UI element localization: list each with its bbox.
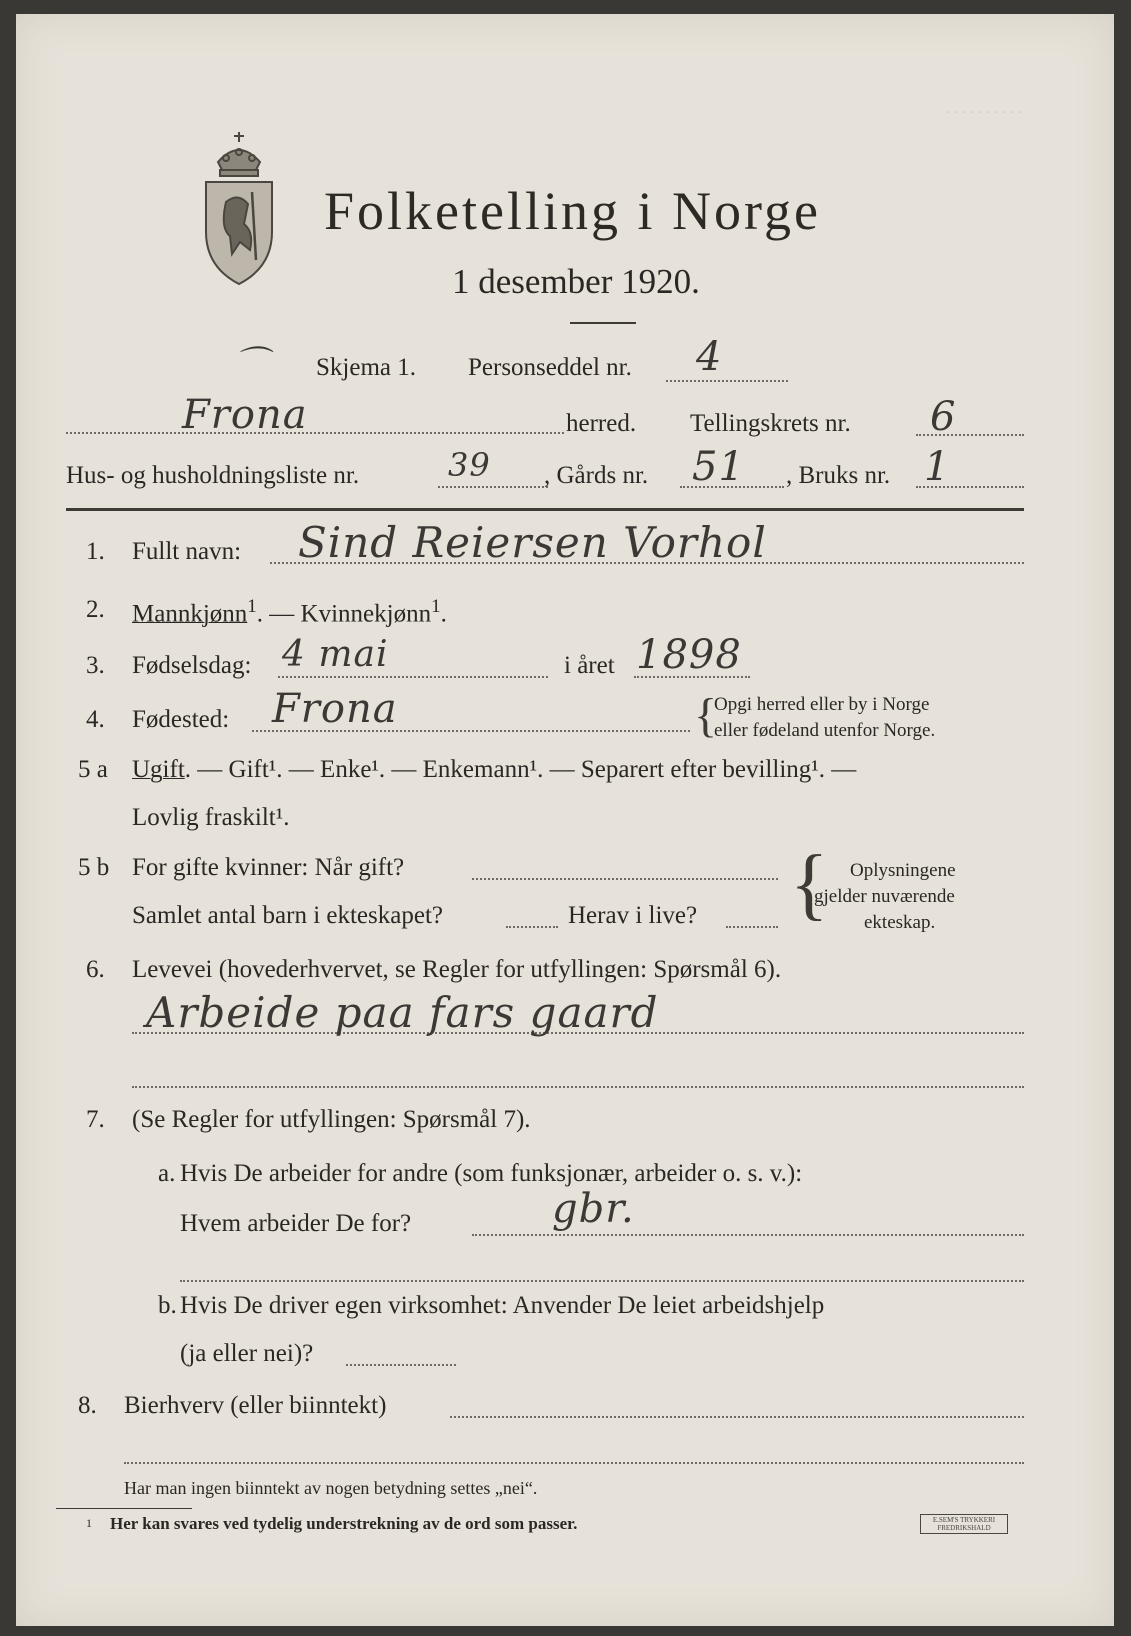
birthday-field[interactable]	[278, 676, 548, 678]
q4-number: 4.	[86, 706, 105, 733]
hired-help-field[interactable]	[346, 1364, 456, 1366]
q7b-number: b.	[158, 1292, 177, 1319]
skjema-label: Skjema 1.	[316, 354, 416, 381]
occupation-field-2[interactable]	[132, 1086, 1024, 1088]
footnote-rule	[56, 1508, 192, 1509]
q7b-label: Hvis De driver egen virksomhet: Anvender De leiet arbeidshjelp	[180, 1292, 825, 1319]
q7a-label: Hvis De arbeider for andre (som funksjonær, arbeider o. s. v.):	[180, 1160, 803, 1187]
q4-note-2: eller fødeland utenfor Norge.	[714, 720, 936, 741]
hus-field[interactable]	[438, 486, 548, 488]
income-note: Har man ingen biinntekt av nogen betydning settes „nei“.	[124, 1478, 538, 1498]
employer-value: gbr.	[552, 1186, 635, 1232]
footnote-text: Her kan svares ved tydelig understrekning av de ord som passer.	[110, 1514, 578, 1533]
q6-number: 6.	[86, 956, 105, 983]
herred-value: Frona	[182, 392, 308, 438]
handwritten-flourish: ⌒	[234, 344, 269, 384]
q5a-line-2: Lovlig fraskilt¹.	[132, 804, 290, 831]
q5a-status-line: Ugift. — Gift¹. — Enke¹. — Enkemann¹. — Separert efter bevilling¹. —	[132, 756, 857, 783]
hus-value: 39	[448, 446, 491, 484]
header-divider	[66, 508, 1024, 511]
q5b-label-3: Herav i live?	[568, 902, 698, 929]
q3-number: 3.	[86, 652, 105, 679]
q6-label: Levevei (hovederhvervet, se Regler for utfyllingen: Spørsmål 6).	[132, 956, 782, 983]
tellingskrets-value: 6	[930, 394, 957, 440]
q1-number: 1.	[86, 538, 105, 565]
herred-field[interactable]	[66, 432, 564, 434]
q7a-label-2: Hvem arbeider De for?	[180, 1210, 412, 1237]
q5b-note-2: gjelder nuværende	[814, 886, 955, 907]
q5b-number: 5 b	[78, 854, 110, 881]
q7-number: 7.	[86, 1106, 105, 1133]
married-when-field[interactable]	[472, 878, 778, 880]
q5b-label-2: Samlet antal barn i ekteskapet?	[132, 902, 443, 929]
birth-year-value: 1898	[636, 632, 742, 678]
side-income-field-2[interactable]	[124, 1462, 1024, 1464]
q3-label: Fødselsdag:	[132, 652, 252, 679]
q4-label: Fødested:	[132, 706, 230, 733]
q7a-number: a.	[158, 1160, 176, 1187]
children-count-field[interactable]	[506, 926, 558, 928]
ugift-option[interactable]: Ugift	[132, 756, 185, 783]
bleed-through-text: . . . . . . . . . .	[946, 100, 1022, 117]
herred-label: herred.	[566, 410, 637, 437]
employer-field-2[interactable]	[180, 1280, 1024, 1282]
male-option[interactable]: Mannkjønn	[132, 600, 248, 628]
gards-label: , Gårds nr.	[544, 462, 649, 489]
q5b-brace: {	[790, 840, 829, 928]
q2-number: 2.	[86, 596, 105, 623]
bruks-label: , Bruks nr.	[786, 462, 891, 489]
full-name-value: Sind Reiersen Vorhol	[298, 518, 767, 567]
title-divider	[570, 322, 636, 324]
birthplace-value: Frona	[272, 686, 398, 732]
q7-label: (Se Regler for utfyllingen: Spørsmål 7).	[132, 1106, 531, 1133]
q8-number: 8.	[78, 1392, 97, 1419]
form-title: Folketelling i Norge	[324, 181, 821, 241]
bruks-value: 1	[924, 444, 951, 490]
footnote-mark: 1	[86, 1516, 92, 1530]
personseddel-label: Personseddel nr.	[468, 354, 632, 381]
occupation-value: Arbeide paa fars gaard	[146, 988, 659, 1037]
q2-gender-line: Mannkjønn$^1$. — Kvinnekjønn$^1$.	[132, 596, 447, 628]
year-label: i året	[564, 652, 615, 679]
census-form-sheet	[16, 14, 1114, 1626]
female-option[interactable]: Kvinnekjønn	[300, 600, 432, 628]
children-alive-field[interactable]	[726, 926, 778, 928]
q5b-label-1: For gifte kvinner: Når gift?	[132, 854, 405, 881]
q5b-note-3: ekteskap.	[864, 912, 936, 933]
side-income-field[interactable]	[450, 1416, 1024, 1418]
employer-field[interactable]	[472, 1234, 1024, 1236]
printer-stamp: E.SEM'S TRYKKERI FREDRIKSHALD	[920, 1514, 1008, 1534]
q4-brace: {	[694, 689, 718, 742]
census-date: 1 desember 1920.	[452, 262, 700, 301]
gards-value: 51	[692, 444, 745, 490]
personseddel-field[interactable]	[666, 380, 788, 382]
hus-label: Hus- og husholdningsliste nr.	[66, 462, 360, 489]
q1-label: Fullt navn:	[132, 538, 242, 565]
q7b-label-2: (ja eller nei)?	[180, 1340, 314, 1367]
coat-of-arms-icon	[196, 132, 282, 290]
q5a-number: 5 a	[78, 756, 108, 783]
q8-label: Bierhverv (eller biinntekt)	[124, 1392, 387, 1419]
tellingskrets-label: Tellingskrets nr.	[690, 410, 851, 437]
birthday-value: 4 mai	[282, 634, 389, 675]
personseddel-value: 4	[696, 334, 723, 380]
q4-note-1: Opgi herred eller by i Norge	[714, 694, 930, 715]
q5b-note-1: Oplysningene	[850, 860, 956, 881]
